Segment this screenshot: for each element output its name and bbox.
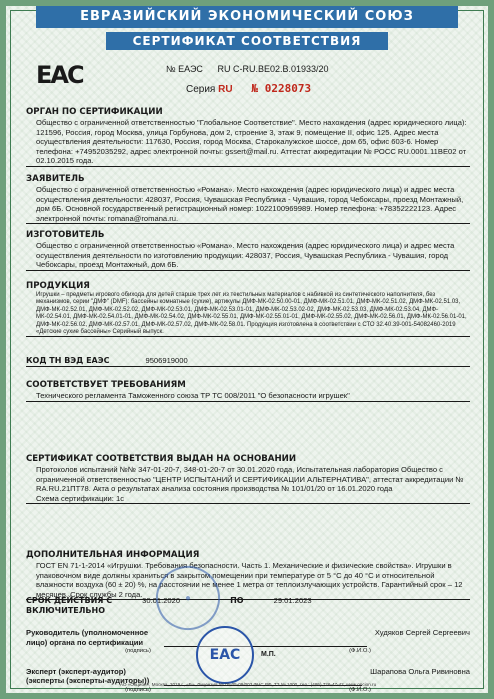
additional-section [26, 550, 470, 600]
additional-text: ГОСТ EN 71-1-2014 «Игрушки. Требования безопасности. Часть 1. Механические и физические свойства». Игрушки в упаковочном виде должны храниться в закрытом помещении при температуре от 5 °С до 40 °С и относительной влажности воздуха (60 ± 20) %, на расстоянии не менее 1 метра от теплоизлучающих устройств. Гарантийный срок – 12 месяцев. Срок службы 2 года. [26, 561, 470, 600]
code-section [26, 356, 470, 367]
expert-name-caption: (Ф.И.О.) [349, 686, 371, 693]
basis-scheme: Схема сертификации: 1с [26, 494, 470, 505]
head-name-caption: (Ф.И.О.) [349, 648, 371, 655]
manufacturer-text: Общество с ограниченной ответственностью «Романа». Место нахождения (адрес юридического лица) и адрес места осуществления деятельности по изготовлению продукции: 428037, Россия, Чувашская Республика - Чувашия, город Чебоксары, проезд Монтажный, дом 6Б. [26, 241, 470, 271]
basis-text: Протоколов испытаний №№ 347-01-20-7, 348-01-20-7 от 30.01.2020 года, Испытательная лаборатория Общество с ограниченной ответственностью "ЦЕНТР ИСПЫТАНИЙ И СЕРТИФИКАЦИИ АЛЬТЕРНАТИВА", аттестат аккредитации № RA.RU.21ПТ78. Акта о результатах анализа состояния производства № 101/01/20 от 16.01.2020 года [36, 465, 464, 494]
eac-logo: EAC [36, 61, 83, 89]
organ-title: ОРГАН ПО СЕРТИФИКАЦИИ [26, 107, 163, 117]
validity-from-label: СРОК ДЕЙСТВИЯ С [26, 596, 113, 605]
expert-sig-caption: (подпись) [125, 686, 151, 693]
manufacturer-section [26, 230, 470, 271]
manufacturer-title: ИЗГОТОВИТЕЛЬ [26, 230, 105, 240]
requirements-text: Технического регламента Таможенного союза ТР ТС 008/2011 "О безопасности игрушек" [26, 391, 470, 402]
head-name: Худяков Сергей Сергеевич [374, 628, 470, 637]
head-sig-caption: (подпись) [125, 648, 151, 655]
series-label: Серия [186, 84, 216, 95]
serial-number: 0228073 [264, 82, 312, 95]
code-value: 9506919000 [145, 356, 188, 365]
stamp-text: EAC [209, 647, 241, 663]
mp-label: М.П. [261, 651, 276, 658]
expert-label: Эксперт (эксперт-аудитор) (эксперты (эксперты-аудиторы)) [26, 666, 150, 686]
printer-footer: АО «Опцион», Москва, 2019 г., «Б». Лицензия № 05-05-09/003 ФНС РФ, ТЗ № 1000, тел.: (495) 726-47-42, www.opcion.ru [119, 682, 377, 687]
validity-section [26, 596, 470, 615]
requirements-section [26, 380, 470, 402]
validity-to-value: 29.01.2023 [273, 596, 312, 605]
registration-number-line [166, 64, 329, 74]
reg-number: RU C-RU.BE02.B.01933/20 [217, 64, 329, 74]
reg-label: № ЕАЭС [166, 64, 203, 74]
applicant-text: Общество с ограниченной ответственностью «Романа». Место нахождения (адрес юридического лица) и адрес места осуществления деятельности: 428037, Россия, Чувашская Республика - Чувашия, город Чебоксары, проезд Монтажный, дом 6Б. Основной государственный регистрационный номер: 1022100969989. Номер телефона: +78352222123. Адрес электронной почты: romana@romana.ru. [26, 185, 470, 224]
additional-title: ДОПОЛНИТЕЛЬНАЯ ИНФОРМАЦИЯ [26, 550, 200, 560]
code-label: КОД ТН ВЭД ЕАЭС [26, 356, 110, 365]
head-label: Руководитель (уполномоченное лицо) органа по сертификации [26, 628, 149, 647]
applicant-section [26, 174, 470, 224]
basis-title: СЕРТИФИКАТ СООТВЕТСТВИЯ ВЫДАН НА ОСНОВАНИИ [26, 454, 297, 464]
product-title: ПРОДУКЦИЯ [26, 281, 90, 291]
certificate-title: СЕРТИФИКАТ СООТВЕТСТВИЯ [106, 32, 388, 50]
validity-from-value: 30.01.2020 [142, 596, 181, 605]
validity-inclusive: ВКЛЮЧИТЕЛЬНО [26, 605, 105, 615]
organ-text: Общество с ограниченной ответственностью "Глобальное Соответствие". Место нахождения (адрес юридического лица): 121596, Россия, город Москва, улица Горбунова, дом 2, строение 3, этаж 9, помещение II, офис 125. Адрес места осуществления деятельности: 117630, Россия, город Москва, Старокалужское шоссе, дом 65, офис 603-6. Номер телефона: +74952035292, адрес электронной почты: gssert@mail.ru. Аттестат аккредитации № РОСС RU.0001.11BE02 от 02.10.2015 года. [26, 118, 470, 167]
eac-stamp-icon [196, 626, 254, 684]
union-banner: ЕВРАЗИЙСКИЙ ЭКОНОМИЧЕСКИЙ СОЮЗ [36, 6, 458, 28]
requirements-title: СООТВЕТСТВУЕТ ТРЕБОВАНИЯМ [26, 380, 186, 390]
product-section [26, 281, 470, 337]
basis-section [26, 454, 470, 504]
series-value: RU [218, 84, 233, 95]
applicant-title: ЗАЯВИТЕЛЬ [26, 174, 85, 184]
round-seal-stamp: ● [147, 557, 229, 639]
validity-to-label: ПО [230, 596, 244, 605]
series-line [186, 82, 311, 95]
product-text: Игрушки – предметы игрового обихода для детей старше трех лет из текстильных материалов с набивкой из синтетического наполнителя, без механизмов, серии "ДМФ" (DMF): бассейны комнатные (сухие), артикулы ДМФ-МК-02.50.00-01, ДМФ-МК-02.51.01, ДМФ-МК-02.51.02, ДМФ-МК-02.51.03, ДМФ-МК-02.52.01, ДМФ-МК-02.52.02, ДМФ-МК-02.53.01, ДМФ-МК-02.53.01-01, ДМФ-МК-02.53.02-02, ДМФ-МК-02.53.03, ДМФ-МК-02.53.04, ДМФ-МК-02.54.01, ДМФ-МК-02.54.01-01, ДМФ-МК-02.54.02, ДМФ-МК-02.55.01, ДМФ-МК-02.55.01-01, ДМФ-МК-02.55.02, ДМФ-МК-02.56.01, ДМФ-МК-02.56.01-01, ДМФ-МК-02.56.02, ДМФ-МК-02.57.01, ДМФ-МК-02.57.02, ДМФ-МК-02.58.01. Продукция изготовлена в соответствии с СТО 32.40.39-001-54082460-2019 «Детские сухие бассейны» Серийный выпуск. [26, 292, 470, 337]
head-signature-line [164, 628, 367, 647]
serial-prefix: № [251, 82, 258, 95]
organ-section [26, 107, 470, 167]
expert-name: Шарапова Ольга Ривиновна [370, 666, 470, 676]
